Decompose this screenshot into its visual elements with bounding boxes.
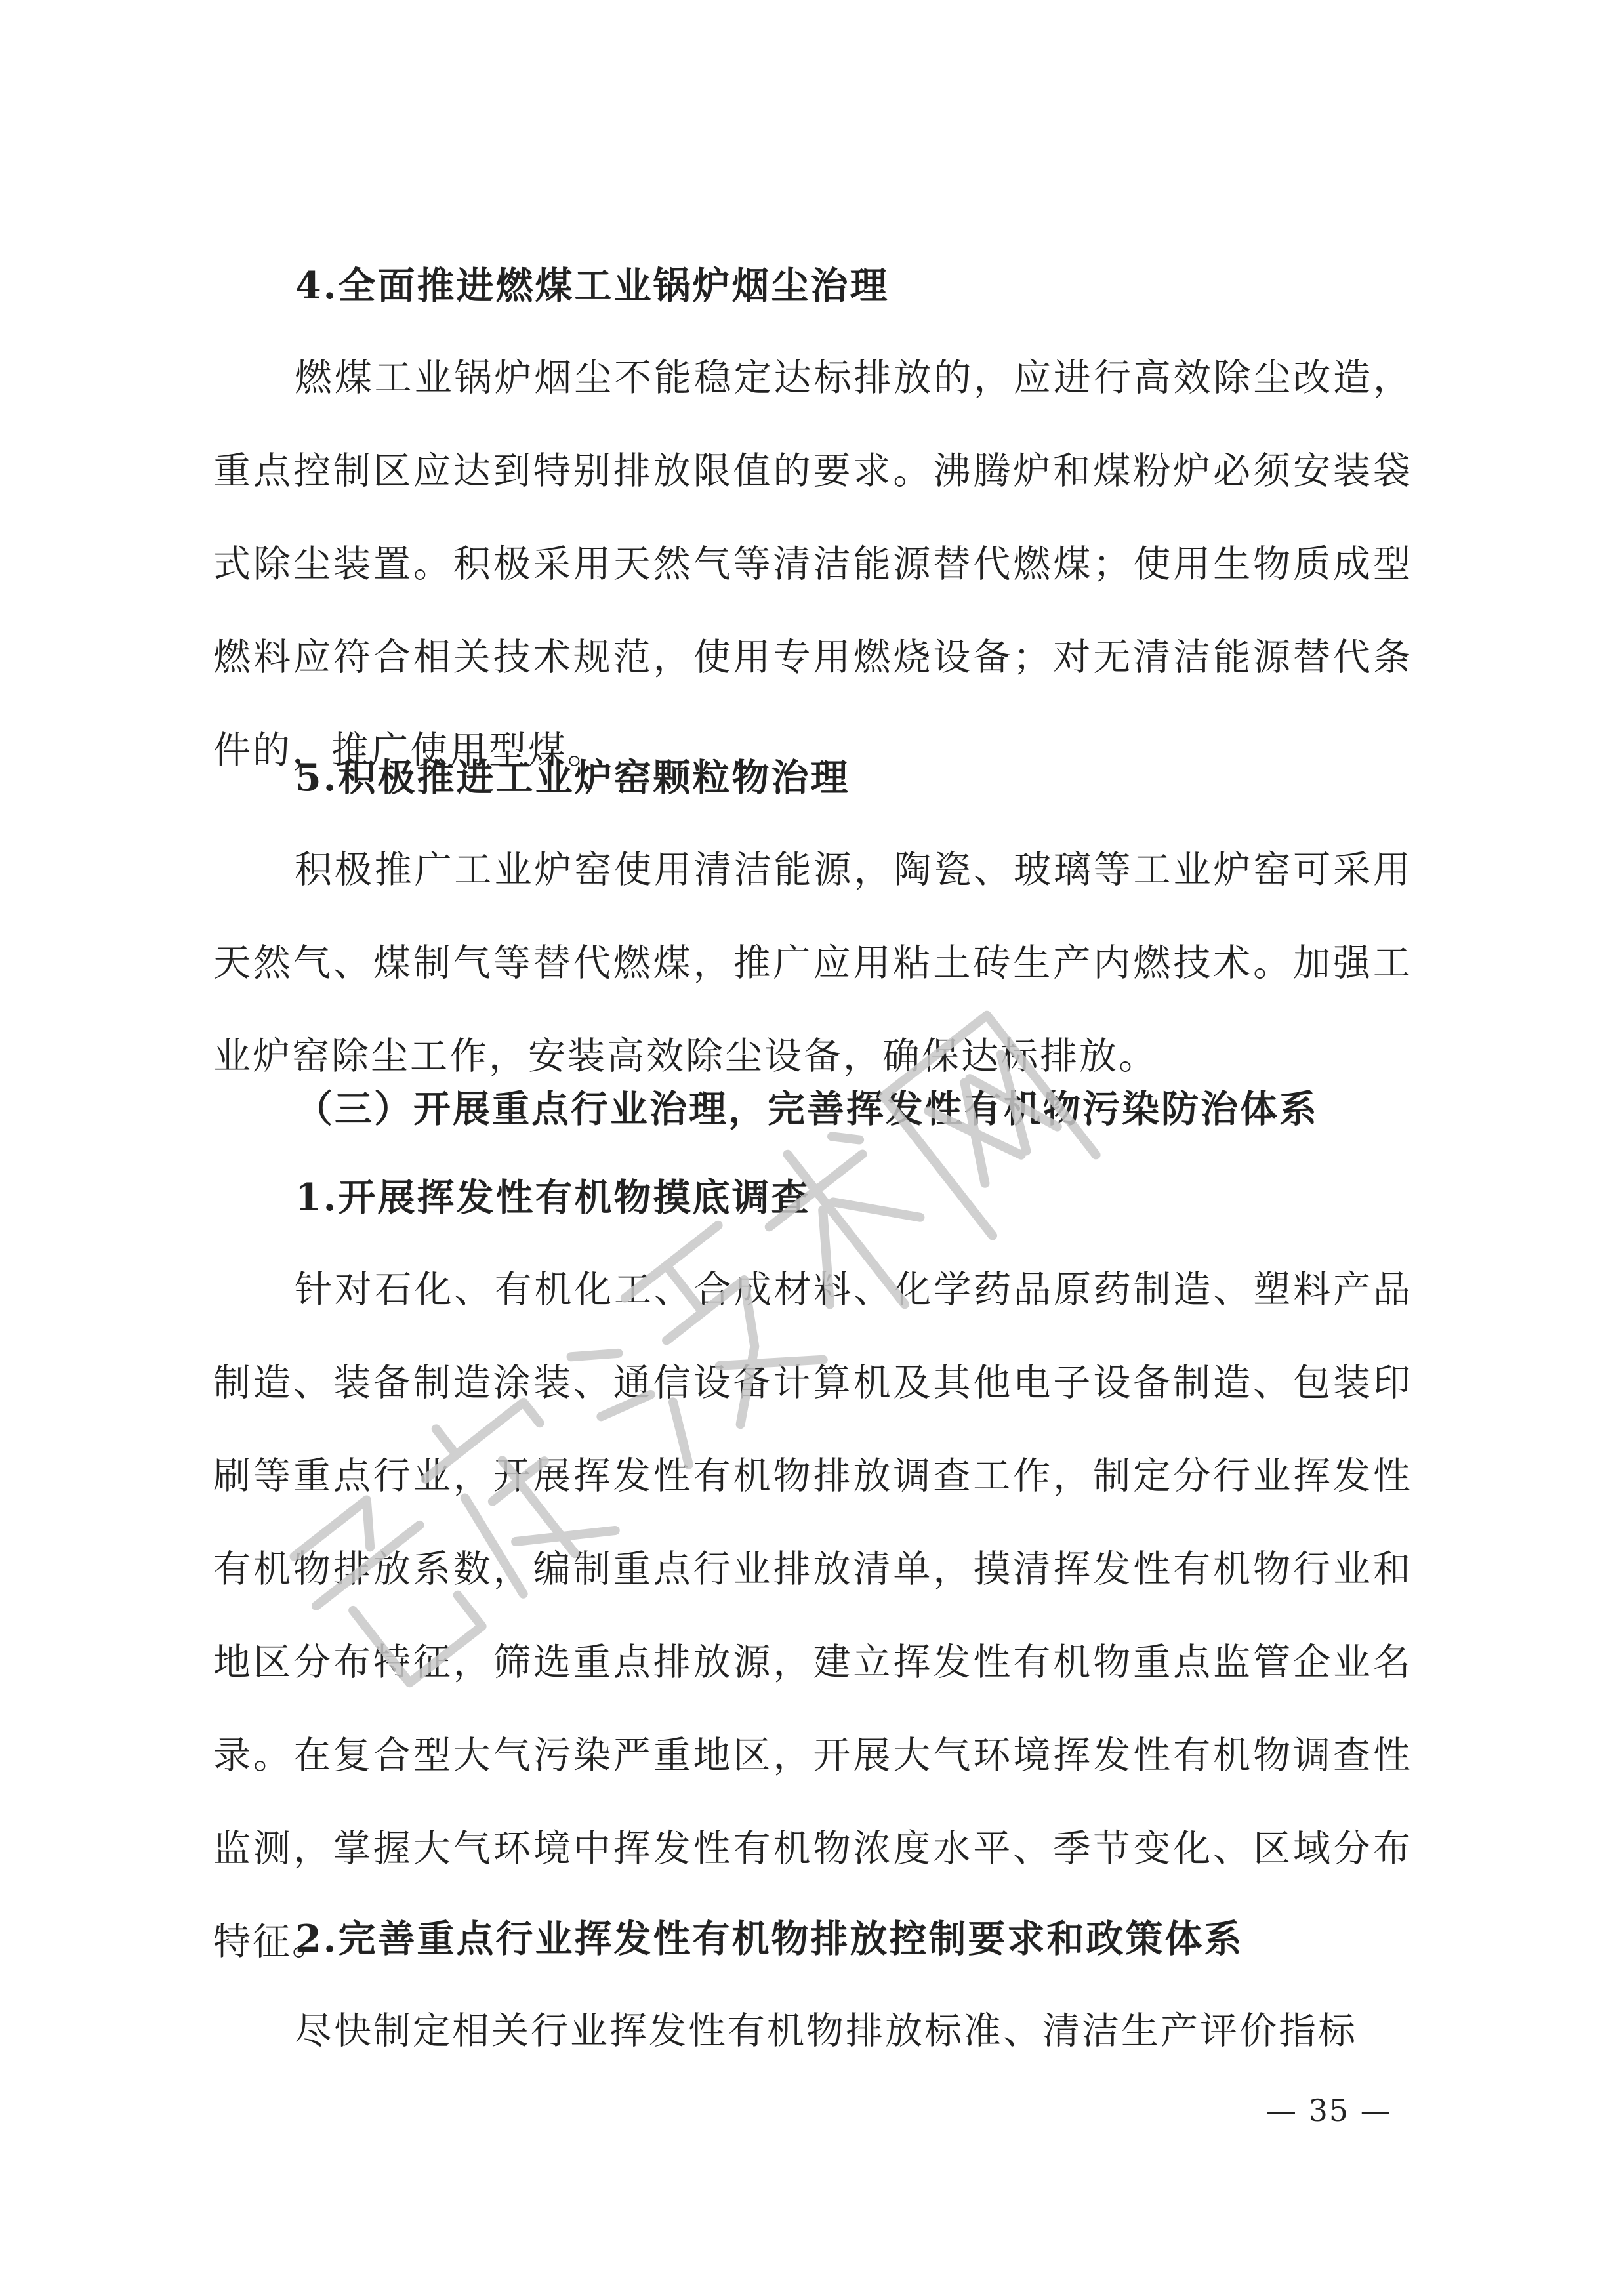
heading-industrial-kiln: 5.积极推进工业炉窑颗粒物治理: [295, 756, 850, 800]
section-heading-voc: （三）开展重点行业治理，完善挥发性有机物污染防治体系: [295, 1087, 1319, 1131]
heading-voc-survey: 1.开展挥发性有机物摸底调查: [295, 1176, 811, 1220]
paragraph-coal-boiler-dust: 燃煤工业锅炉烟尘不能稳定达标排放的，应进行高效除尘改造，重点控制区应达到特别排放限值的要求。沸腾炉和煤粉炉必须安装袋式除尘装置。积极采用天然气等清洁能源替代燃煤；使用生物质成型燃料应符合相关技术规范，使用专用燃烧设备；对无清洁能源替代条件的，推广使用型煤。: [213, 356, 1412, 772]
paragraph-voc-policy: 尽快制定相关行业挥发性有机物排放标准、清洁生产评价指标: [295, 2009, 1357, 2053]
heading-coal-boiler-dust: 4.全面推进燃煤工业锅炉烟尘治理: [295, 264, 890, 308]
heading-voc-policy: 2.完善重点行业挥发性有机物排放控制要求和政策体系: [295, 1917, 1244, 1961]
paragraph-voc-survey: 针对石化、有机化工、合成材料、化学药品原药制造、塑料产品制造、装备制造涂装、通信设备计算机及其他电子设备制造、包装印刷等重点行业，开展挥发性有机物排放调查工作，制定分行业挥发性有机物排放系数，编制重点行业排放清单，摸清挥发性有机物行业和地区分布特征，筛选重点排放源，建立挥发性有机物重点监管企业名录。在复合型大气污染严重地区，开展大气环境挥发性有机物调查性监测，掌握大气环境中挥发性有机物浓度水平、季节变化、区域分布特征。: [213, 1268, 1412, 1963]
paragraph-industrial-kiln: 积极推广工业炉窑使用清洁能源，陶瓷、玻璃等工业炉窑可采用天然气、煤制气等替代燃煤，推广应用粘土砖生产内燃技术。加强工业炉窑除尘工作，安装高效除尘设备，确保达标排放。: [213, 848, 1412, 1078]
page-number: — 35 —: [1266, 2093, 1392, 2128]
